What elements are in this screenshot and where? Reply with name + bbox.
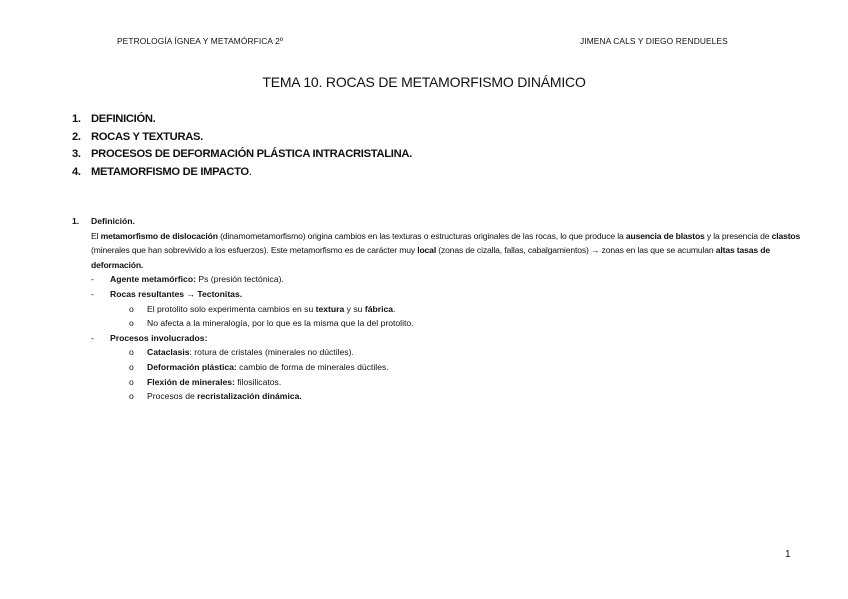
dash-marker: - [91, 332, 94, 343]
table-of-contents [72, 111, 412, 181]
toc-item [72, 111, 412, 129]
sub-plain: : rotura de cristales (minerales no dúctiles). [189, 347, 354, 358]
circle-marker: o [129, 303, 134, 314]
circle-marker: o [129, 361, 134, 372]
toc-text: ROCAS Y TEXTURAS. [91, 130, 203, 143]
sub-plain: filosilicatos. [234, 376, 282, 387]
section-title: Definición. [91, 216, 135, 226]
para-bold: local [417, 245, 437, 256]
sub-bold: textura [315, 303, 345, 314]
bullet-agent [91, 272, 802, 287]
circle-marker: o [129, 347, 134, 358]
bullet-bold: Rocas resultantes → Tectonitas. [110, 288, 243, 299]
header-right: JIMENA CALS Y DIEGO RENDUELES [580, 36, 728, 46]
para-bold: clastos [771, 230, 801, 241]
sub-text [147, 345, 354, 360]
para-text: (dinamometamorfismo) origina cambios en las texturas o estructuras originales de las rocas, lo que produce la [217, 230, 626, 241]
toc-item [72, 164, 412, 182]
para-text: (minerales que han sobrevivido a los esfuerzos). Este metamorfismo es de carácter muy [91, 245, 418, 256]
bullet-processes [91, 331, 802, 346]
bullet-bold: Agente metamórfico: [110, 274, 196, 285]
sub-text [147, 375, 281, 390]
sub-bullet [129, 389, 802, 404]
dash-marker: - [91, 274, 94, 285]
definition-paragraph [91, 229, 802, 273]
toc-text-tail: . [248, 165, 252, 178]
toc-text: PROCESOS DE DEFORMACIÓN PLÁSTICA INTRACRISTALINA. [91, 148, 412, 160]
section-heading [72, 214, 802, 229]
section-number: 1. [72, 216, 80, 226]
bullet-rocks [91, 287, 802, 302]
toc-number: 2. [72, 130, 81, 143]
circle-marker: o [129, 391, 134, 402]
sub-text [147, 302, 395, 317]
bullet-bold: Procesos involucrados: [110, 332, 208, 343]
sub-bold: Cataclasis [147, 347, 190, 358]
para-bold: ausencia de blastos [625, 230, 705, 241]
sub-bullet [129, 302, 802, 317]
circle-marker: o [129, 376, 134, 387]
bullet-plain: Ps (presión tectónica). [195, 274, 284, 285]
para-bold: metamorfismo de dislocación [100, 230, 218, 241]
dash-marker: - [91, 288, 94, 299]
para-text: El [91, 230, 101, 241]
sub-bullet [129, 345, 802, 360]
sub-bold: recristalización dinámica. [197, 391, 302, 402]
toc-text: DEFINICIÓN. [91, 113, 156, 125]
para-bold: altas tasas de deformación. [91, 245, 771, 270]
para-text: y la presencia de [704, 230, 772, 241]
document-title: TEMA 10. ROCAS DE METAMORFISMO DINÁMICO [262, 74, 586, 90]
sub-bullet [129, 360, 802, 375]
toc-number: 1. [72, 113, 81, 125]
sub-plain: cambio de forma de minerales dúctiles. [236, 361, 389, 372]
toc-number: 3. [72, 148, 81, 160]
toc-item [72, 146, 412, 164]
sub-text: No afecta a la mineralogía, por lo que es la misma que la del protolito. [147, 318, 414, 329]
toc-text: METAMORFISMO DE IMPACTO [91, 165, 249, 178]
circle-marker: o [129, 318, 134, 329]
toc-item [72, 129, 412, 147]
sub-bullet [129, 375, 802, 390]
sub-bold: Flexión de minerales: [147, 376, 235, 387]
header-left: PETROLOGÍA ÍGNEA Y METAMÓRFICA 2º [117, 36, 283, 46]
section-definition [72, 214, 802, 404]
sub-bold: Deformación plástica: [147, 361, 237, 372]
sub-text [147, 360, 389, 375]
sub-bold: fábrica [364, 303, 394, 314]
sub-plain: El protolito solo experimenta cambios en su [147, 303, 316, 314]
sub-text [147, 389, 302, 404]
sub-plain: . [393, 303, 396, 314]
sub-plain: y su [344, 303, 365, 314]
para-text: (zonas de cizalla, fallas, cabalgamientos) → zonas en las que se acumulan [436, 245, 716, 256]
toc-text-wrap [91, 164, 252, 182]
page-number: 1 [785, 549, 791, 560]
sub-plain: Procesos de [147, 391, 198, 402]
bullet-text [110, 272, 284, 287]
toc-number: 4. [72, 165, 81, 178]
sub-bullet [129, 316, 802, 331]
